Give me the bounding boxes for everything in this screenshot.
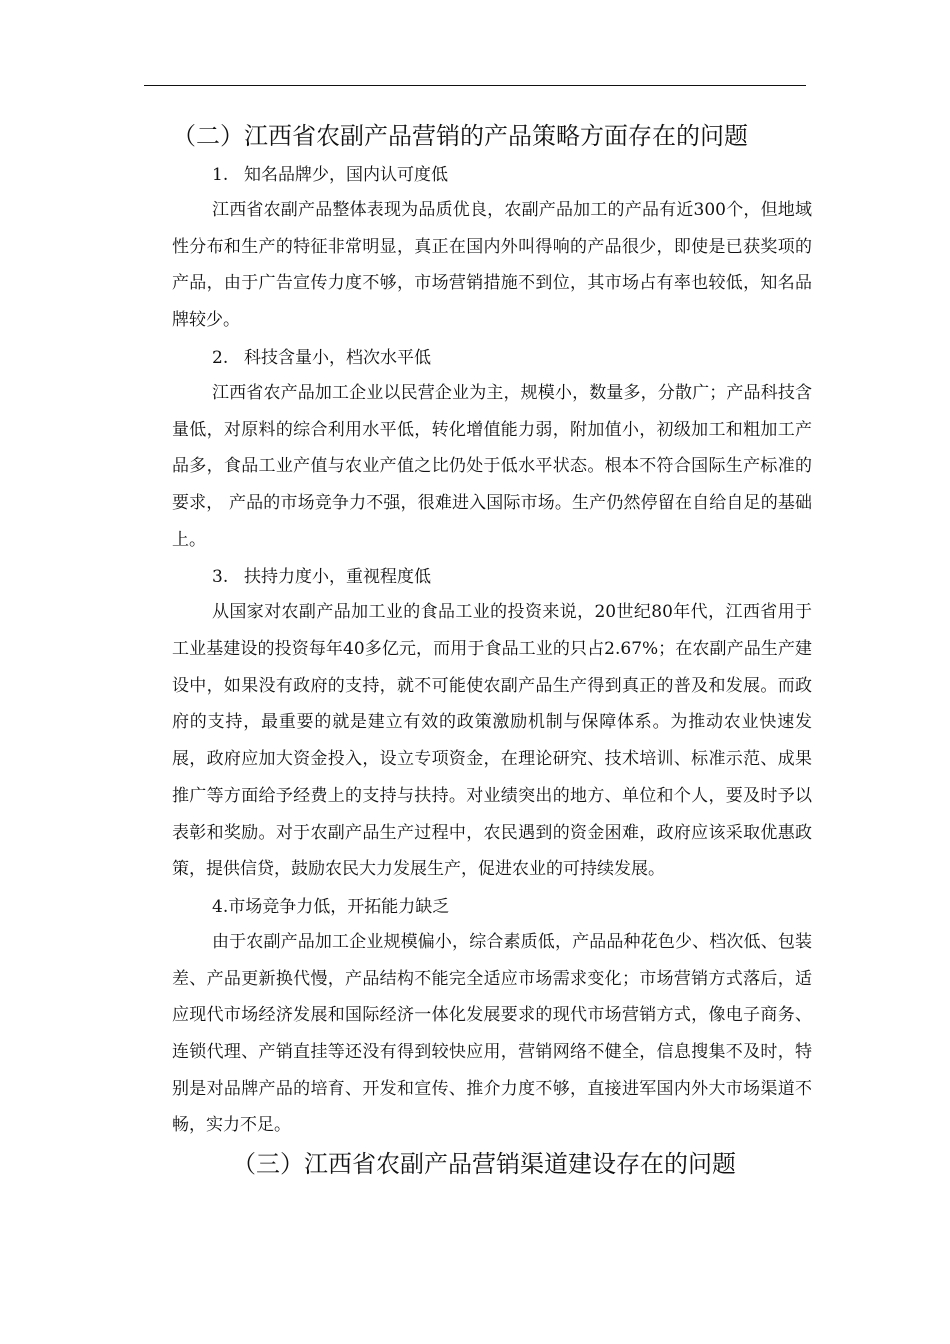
item-3-heading: [172, 560, 812, 594]
item-1-number: 1.: [212, 165, 229, 185]
item-3-paragraph: 从国家对农副产品加工业的食品工业的投资来说，20世纪80年代，江西省用于工业基建设的投资每年40多亿元，而用于食品工业的只占2.67%；在农副产品生产建设中，如果没有政府的支持，就不可能使农副产品生产得到真正的普及和发展。而政府的支持，最重要的就是建立有效的政策激励机制与保障体系。为推动农业快速发展，政府应加大资金投入，设立专项资金，在理论研究、技术培训、标准示范、成果推广等方面给予经费上的支持与扶持。对业绩突出的地方、单位和个人，要及时予以表彰和奖励。对于农副产品生产过程中，农民遇到的资金困难，政府应该采取优惠政策，提供信贷，鼓励农民大力发展生产，促进农业的可持续发展。: [172, 602, 812, 880]
item-1-paragraph: 江西省农副产品整体表现为品质优良，农副产品加工的产品有近300个，但地域性分布和生产的特征非常明显，真正在国内外叫得响的产品很少，即使是已获奖项的产品，由于广告宣传力度不够，市场营销措施不到位，其市场占有率也较低，知名品牌较少。: [172, 200, 812, 331]
item-4-number: 4.: [212, 896, 229, 917]
item-3-number: 3.: [212, 567, 229, 588]
document-body: [172, 118, 812, 1186]
item-2-title: 科技含量小，档次水平低: [244, 347, 431, 368]
section-3-heading: （三）江西省农副产品营销渠道建设存在的问题: [232, 1150, 736, 1179]
item-4-title: 市场竞争力低，开拓能力缺乏: [228, 896, 450, 917]
item-4-heading: [172, 890, 812, 924]
item-4-paragraph: 由于农副产品加工企业规模偏小，综合素质低，产品品种花色少、档次低、包装差、产品更新换代慢，产品结构不能完全适应市场需求变化；市场营销方式落后，适应现代市场经济发展和国际经济一体化发展要求的现代市场营销方式，像电子商务、连锁代理、产销直挂等还没有得到较快应用，营销网络不健全，信息搜集不及时，特别是对品牌产品的培育、开发和宣传、推介力度不够，直接进军国内外大市场渠道不畅，实力不足。: [172, 931, 812, 1136]
item-2-heading: [172, 341, 812, 375]
header-rule: [144, 85, 806, 86]
section-2-heading: （二）江西省农副产品营销的产品策略方面存在的问题: [172, 122, 748, 150]
item-2-number: 2.: [212, 347, 229, 368]
item-1-heading: [172, 158, 812, 192]
item-2-paragraph: 江西省农产品加工企业以民营企业为主，规模小，数量多，分散广；产品科技含量低，对原料的综合利用水平低，转化增值能力弱，附加值小，初级加工和粗加工产品多，食品工业产值与农业产值之比仍处于低水平状态。根本不符合国际生产标准的要求， 产品的市场竞争力不强，很难进入国际市场。生产仍然停留在自给自足的基础上。: [172, 382, 812, 550]
item-3-title: 扶持力度小，重视程度低: [244, 567, 431, 588]
item-1-title: 知名品牌少，国内认可度低: [244, 165, 448, 185]
